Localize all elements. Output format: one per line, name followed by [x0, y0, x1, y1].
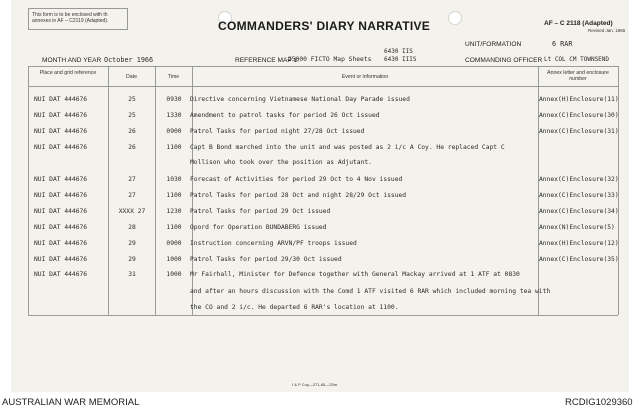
row-event: Patrol Tasks for period night 27/28 Oct issued [190, 128, 365, 135]
table-top-border [28, 66, 618, 67]
row-date: 26 [128, 128, 136, 135]
row-annex: Annex(C)Enclosure(35) [539, 256, 619, 263]
row-place: NUI DAT 444676 [34, 112, 88, 119]
table-row [12, 240, 628, 256]
row-event: Patrol Tasks for period 29/30 Oct issued [190, 256, 342, 263]
reference-value: 25000 FICTO Map Sheets [288, 56, 372, 63]
row-place: NUI DAT 444676 [34, 224, 88, 231]
row-event: Mr Fairhall, Minister for Defence together with General Mackay arrived at 1 ATF at 0830 [190, 271, 520, 278]
reference-label: REFERENCE MAP 1: [235, 57, 299, 64]
row-time: 0900 [166, 128, 182, 135]
table-row [12, 176, 628, 192]
table-row [12, 256, 628, 271]
diary-rows [12, 96, 628, 320]
row-date: XXXX 27 [118, 208, 146, 215]
table-row [12, 288, 628, 304]
diary-sheet [12, 0, 628, 392]
row-date: 25 [128, 112, 136, 119]
row-place: NUI DAT 444676 [34, 96, 88, 103]
row-time: 1330 [166, 112, 182, 119]
col-header-date: Date [126, 74, 137, 80]
row-annex: Annex(C)Enclosure(30) [539, 112, 619, 119]
table-row [12, 144, 628, 159]
row-event: Capt B Bond marched into the unit and was posted as 2 i/c A Coy. He replaced Capt C [190, 144, 505, 151]
row-event: Patrol Tasks for period 29 Oct issued [190, 208, 331, 215]
row-annex: Annex(H)Enclosure(12) [539, 240, 619, 247]
reference-sheet-2: 6430 IIIS [384, 56, 417, 63]
row-annex: Annex(N)Enclosure(5) [539, 224, 615, 231]
row-event: Directive concerning Vietnamese National Day Parade issued [190, 96, 410, 103]
row-time: 1100 [166, 224, 182, 231]
row-time: 1030 [166, 176, 182, 183]
row-time: 1000 [166, 256, 182, 263]
row-date: 27 [128, 192, 136, 199]
table-row [12, 224, 628, 240]
row-event: Instruction concerning ARVN/PF troops issued [190, 240, 357, 247]
col-header-event: Event or information [341, 74, 389, 80]
row-place: NUI DAT 444676 [34, 144, 88, 151]
month-year-value: October 1966 [104, 56, 154, 64]
row-place: NUI DAT 444676 [34, 128, 88, 135]
row-annex: Annex(C)Enclosure(32) [539, 176, 619, 183]
form-number: AF – C 2118 (Adapted) [544, 20, 613, 27]
row-date: 27 [128, 176, 136, 183]
row-event: Forecast of Activities for period 29 Oct to 4 Nov issued [190, 176, 403, 183]
row-time: 0900 [166, 240, 182, 247]
row-date: 28 [128, 224, 136, 231]
table-row [12, 208, 628, 224]
col-header-annex: Annex letter and enclosure number [547, 70, 609, 82]
page-title: COMMANDERS' DIARY NARRATIVE [218, 19, 431, 33]
archive-name: AUSTRALIAN WAR MEMORIAL [2, 397, 140, 408]
row-date: 26 [128, 144, 136, 151]
table-row [12, 159, 628, 176]
row-annex: Annex(H)Enclosure(11) [539, 96, 619, 103]
row-date: 25 [128, 96, 136, 103]
row-place: NUI DAT 444676 [34, 176, 88, 183]
row-time: 1230 [166, 208, 182, 215]
row-event: and after an hours discussion with the Comd 1 ATF visited 6 RAR which included morning tea with [190, 288, 551, 295]
row-place: NUI DAT 444676 [34, 271, 88, 278]
notice-line-1: This form is to be enclosed with th [32, 12, 108, 18]
record-id: RCDIG1029360 [565, 397, 633, 408]
enclosure-notice-box [28, 8, 128, 30]
printer-note: I & P Coy—271-65—25m [292, 382, 338, 387]
row-place: NUI DAT 444676 [34, 192, 88, 199]
row-event: the CO and 2 i/c. He departed 6 RAR's location at 1100. [190, 304, 399, 311]
row-annex: Annex(C)Enclosure(34) [539, 208, 619, 215]
table-row [12, 128, 628, 144]
unit-value: 6 RAR [552, 40, 573, 48]
form-revised: Revised Jan. 1965 [588, 28, 626, 33]
row-date: 31 [128, 271, 136, 278]
co-value: Lt COL CM TOWNSEND [544, 56, 610, 63]
row-event: Opord for Operation BUNDABERG issued [190, 224, 327, 231]
row-event: Patrol Tasks for period 28 Oct and night 28/29 Oct issued [190, 192, 407, 199]
table-row [12, 271, 628, 288]
table-row [12, 96, 628, 112]
table-row [12, 112, 628, 128]
row-time: 1100 [166, 192, 182, 199]
row-annex: Annex(C)Enclosure(31) [539, 128, 619, 135]
row-place: NUI DAT 444676 [34, 240, 88, 247]
row-date: 29 [128, 256, 136, 263]
month-year-label: MONTH AND YEAR [42, 57, 102, 64]
notice-line-2: annexes in AF – C2119 (Adapted). [32, 18, 109, 24]
row-event: Amendment to patrol tasks for period 26 Oct issued [190, 112, 380, 119]
row-place: NUI DAT 444676 [34, 208, 88, 215]
row-annex: Annex(C)Enclosure(33) [539, 192, 619, 199]
unit-label: UNIT/FORMATION [465, 41, 522, 48]
row-time: 0930 [166, 96, 182, 103]
row-time: 1100 [166, 144, 182, 151]
row-event: Mollison who took over the position as Adjutant. [190, 159, 372, 166]
co-label: COMMANDING OFFICER [465, 57, 543, 64]
table-header-border [28, 86, 618, 87]
row-place: NUI DAT 444676 [34, 256, 88, 263]
punch-hole-right [448, 11, 462, 25]
archive-footer [0, 392, 640, 414]
col-header-time: Time [167, 74, 180, 80]
row-time: 1000 [166, 271, 182, 278]
row-date: 29 [128, 240, 136, 247]
col-header-place: Place and grid reference [39, 70, 97, 76]
reference-sheet-1: 6430 IIS [384, 48, 413, 55]
table-row [12, 304, 628, 320]
table-row [12, 192, 628, 208]
